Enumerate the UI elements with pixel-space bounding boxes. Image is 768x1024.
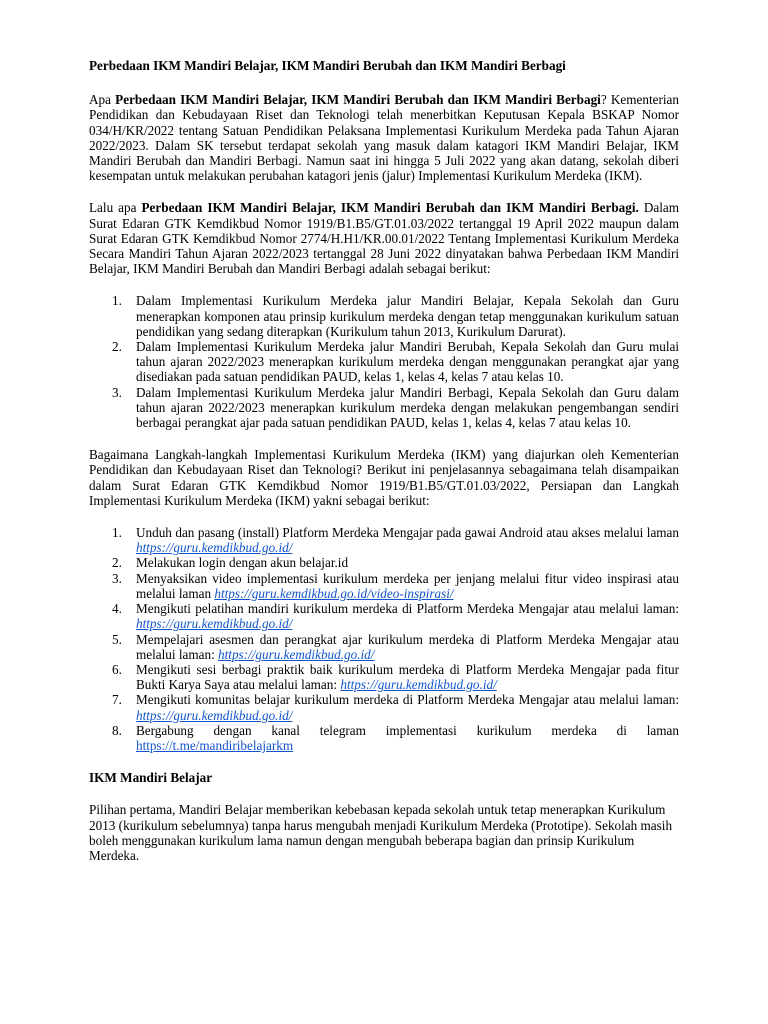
list-item-number: 5. [112,631,122,647]
list-item-number: 7. [112,692,122,708]
video-inspirasi-link[interactable]: https://guru.kemdikbud.go.id/video-inspirasi/ [214,585,454,601]
guru-link[interactable]: https://guru.kemdikbud.go.id/ [136,616,293,632]
list-item-text: Mengikuti komunitas belajar kurikulum merdeka di Platform Merdeka Mengajar atau melalui laman: [136,692,679,708]
list-item [89,632,679,662]
differences-rest: Dalam Surat Edaran GTK Kemdikbud Nomor 1919/B1.B5/GT.01.03/2022 tertanggal 19 April 2022 maupun dalam Surat Edaran GTK Kemdikbud Nomor 2774/H.H1/KR.00.01/2022 Tentang Implementasi Kurikulum Merdeka Secara Mandiri Tahun Ajaran 2022/2023 tertanggal 28 Juni 2022 dinyatakan bahwa Perbedaan IKM Mandiri Belajar, IKM Mandiri Berubah dan Mandiri Berbagi adalah sebagai berikut: [89,200,679,277]
list-item [89,555,679,570]
differences-paragraph [89,200,679,276]
guru-link[interactable]: https://guru.kemdikbud.go.id/ [136,540,293,556]
list-item [89,339,679,385]
list-item-text: Unduh dan pasang (install) Platform Merdeka Mengajar pada gawai Android atau akses melalui laman [136,525,679,541]
list-item-number: 1. [112,525,122,541]
list-item-text: Melakukan login dengan akun belajar.id [136,555,349,571]
list-item-text: Bergabung dengan kanal telegram implementasi kurikulum merdeka di laman [136,722,679,738]
list-item-text: Mengikuti pelatihan mandiri kurikulum merdeka di Platform Merdeka Mengajar atau melalui laman: [136,601,679,617]
list-item [89,692,679,722]
list-item-text: Mengikuti sesi berbagi praktik baik kurikulum merdeka di Platform Merdeka Mengajar pada fitur Bukti Karya Saya atau melalui laman: [136,661,679,693]
list-item-text: Dalam Implementasi Kurikulum Merdeka jalur Mandiri Berubah, Kepala Sekolah dan Guru mulai tahun ajaran 2022/2023 menerapkan kurikulum merdeka dengan menggunakan perangkat ajar yang disediakan pada satuan pendidikan PAUD, kelas 1, kelas 4, kelas 7 atau kelas 10. [136,339,679,385]
intro-lead: Apa [89,92,111,108]
list-item-number: 8. [112,722,122,738]
list-item-number: 2. [112,555,122,571]
document-title: Perbedaan IKM Mandiri Belajar, IKM Mandiri Berubah dan IKM Mandiri Berbagi [89,58,566,73]
list-item-number: 3. [112,384,122,400]
list-item-number: 3. [112,570,122,586]
list-item-number: 4. [112,601,122,617]
list-item-text: Menyaksikan video implementasi kurikulum merdeka per jenjang melalui fitur video inspirasi atau melalui laman [136,570,679,601]
list-item-number: 2. [112,339,122,355]
list-item-text: Dalam Implementasi Kurikulum Merdeka jalur Mandiri Berbagi, Kepala Sekolah dan Guru dalam tahun ajaran 2022/2023 menerapkan kurikulum merdeka dengan melakukan pengembangan sendiri berbagai perangkat ajar pada satuan pendidikan PAUD, kelas 1, kelas 4, kelas 7 atau kelas 10. [136,384,679,431]
list-item [89,571,679,601]
list-item [89,525,679,555]
steps-intro-paragraph: Bagaimana Langkah-langkah Implementasi Kurikulum Merdeka (IKM) yang diajurkan oleh Kementerian Pendidikan dan Kebudayaan Riset dan Teknologi? Berikut ini penjelasannya sebagaimana telah disampaikan dalam Surat Edaran GTK Kemdikbud Nomor 1919/B1.B5/GT.01.03/2022, Persiapan dan Langkah Implementasi Kurikulum Merdeka (IKM) yakni sebagai berikut: [89,447,679,508]
mandiri-belajar-paragraph: Pilihan pertama, Mandiri Belajar memberikan kebebasan kepada sekolah untuk tetap menerapkan Kurikulum 2013 (kurikulum sebelumnya) tanpa harus mengubah menjadi Kurikulum Merdeka (Prototipe). Sekolah masih boleh menggunakan kurikulum lama namun dengan mengubah beberapa bagian dan prinsip Kurikulum Merdeka. [89,802,673,863]
differences-lead: Lalu apa [89,200,137,216]
list-item [89,293,679,339]
telegram-link[interactable]: https://t.me/mandiribelajarkm [136,737,294,753]
list-item-text: Mempelajari asesmen dan perangkat ajar kurikulum merdeka di Platform Merdeka Mengajar atau melalui laman: [136,631,679,662]
list-item [89,385,679,431]
section-heading: IKM Mandiri Belajar [89,770,213,786]
intro-rest: ? Kementerian Pendidikan dan Kebudayaan Riset dan Teknologi telah menerbitkan Keputusan Kepala BSKAP Nomor 034/H/KR/2022 tentang Satuan Pendidikan Pelaksana Implementasi Kurikulum Merdeka pada Tahun Ajaran 2022/2023. Dalam SK tersebut terdapat sekolah yang masuk dalam katagori IKM Mandiri Belajar, IKM Mandiri Berubah dan Mandiri Berbagi. Namun saat ini hingga 5 Juli 2022 yang akan datang, sekolah diberi kesempatan untuk melakukan perubahan katagori jenis (jalur) Implementasi Kurikulum Merdeka (IKM). [89,92,679,184]
differences-list [89,293,679,430]
list-item [89,723,679,753]
differences-bold: Perbedaan IKM Mandiri Belajar, IKM Mandiri Berubah dan IKM Mandiri Berbagi. [141,200,639,216]
guru-link[interactable]: https://guru.kemdikbud.go.id/ [136,707,293,723]
list-item [89,601,679,631]
guru-link[interactable]: https://guru.kemdikbud.go.id/ [340,677,497,693]
list-item-text: Dalam Implementasi Kurikulum Merdeka jalur Mandiri Belajar, Kepala Sekolah dan Guru menerapkan komponen atau prinsip kurikulum merdeka dengan tetap menggunakan kurikulum satuan pendidikan yang sedang diterapkan (Kurikulum tahun 2013, Kurikulum Darurat). [136,293,679,339]
list-item [89,662,679,692]
list-item-number: 6. [112,661,122,677]
intro-bold: Perbedaan IKM Mandiri Belajar, IKM Mandiri Berubah dan IKM Mandiri Berbagi [115,92,601,108]
intro-paragraph [89,92,679,183]
guru-link[interactable]: https://guru.kemdikbud.go.id/ [218,646,375,662]
list-item-number: 1. [112,293,122,309]
steps-list [89,525,679,753]
